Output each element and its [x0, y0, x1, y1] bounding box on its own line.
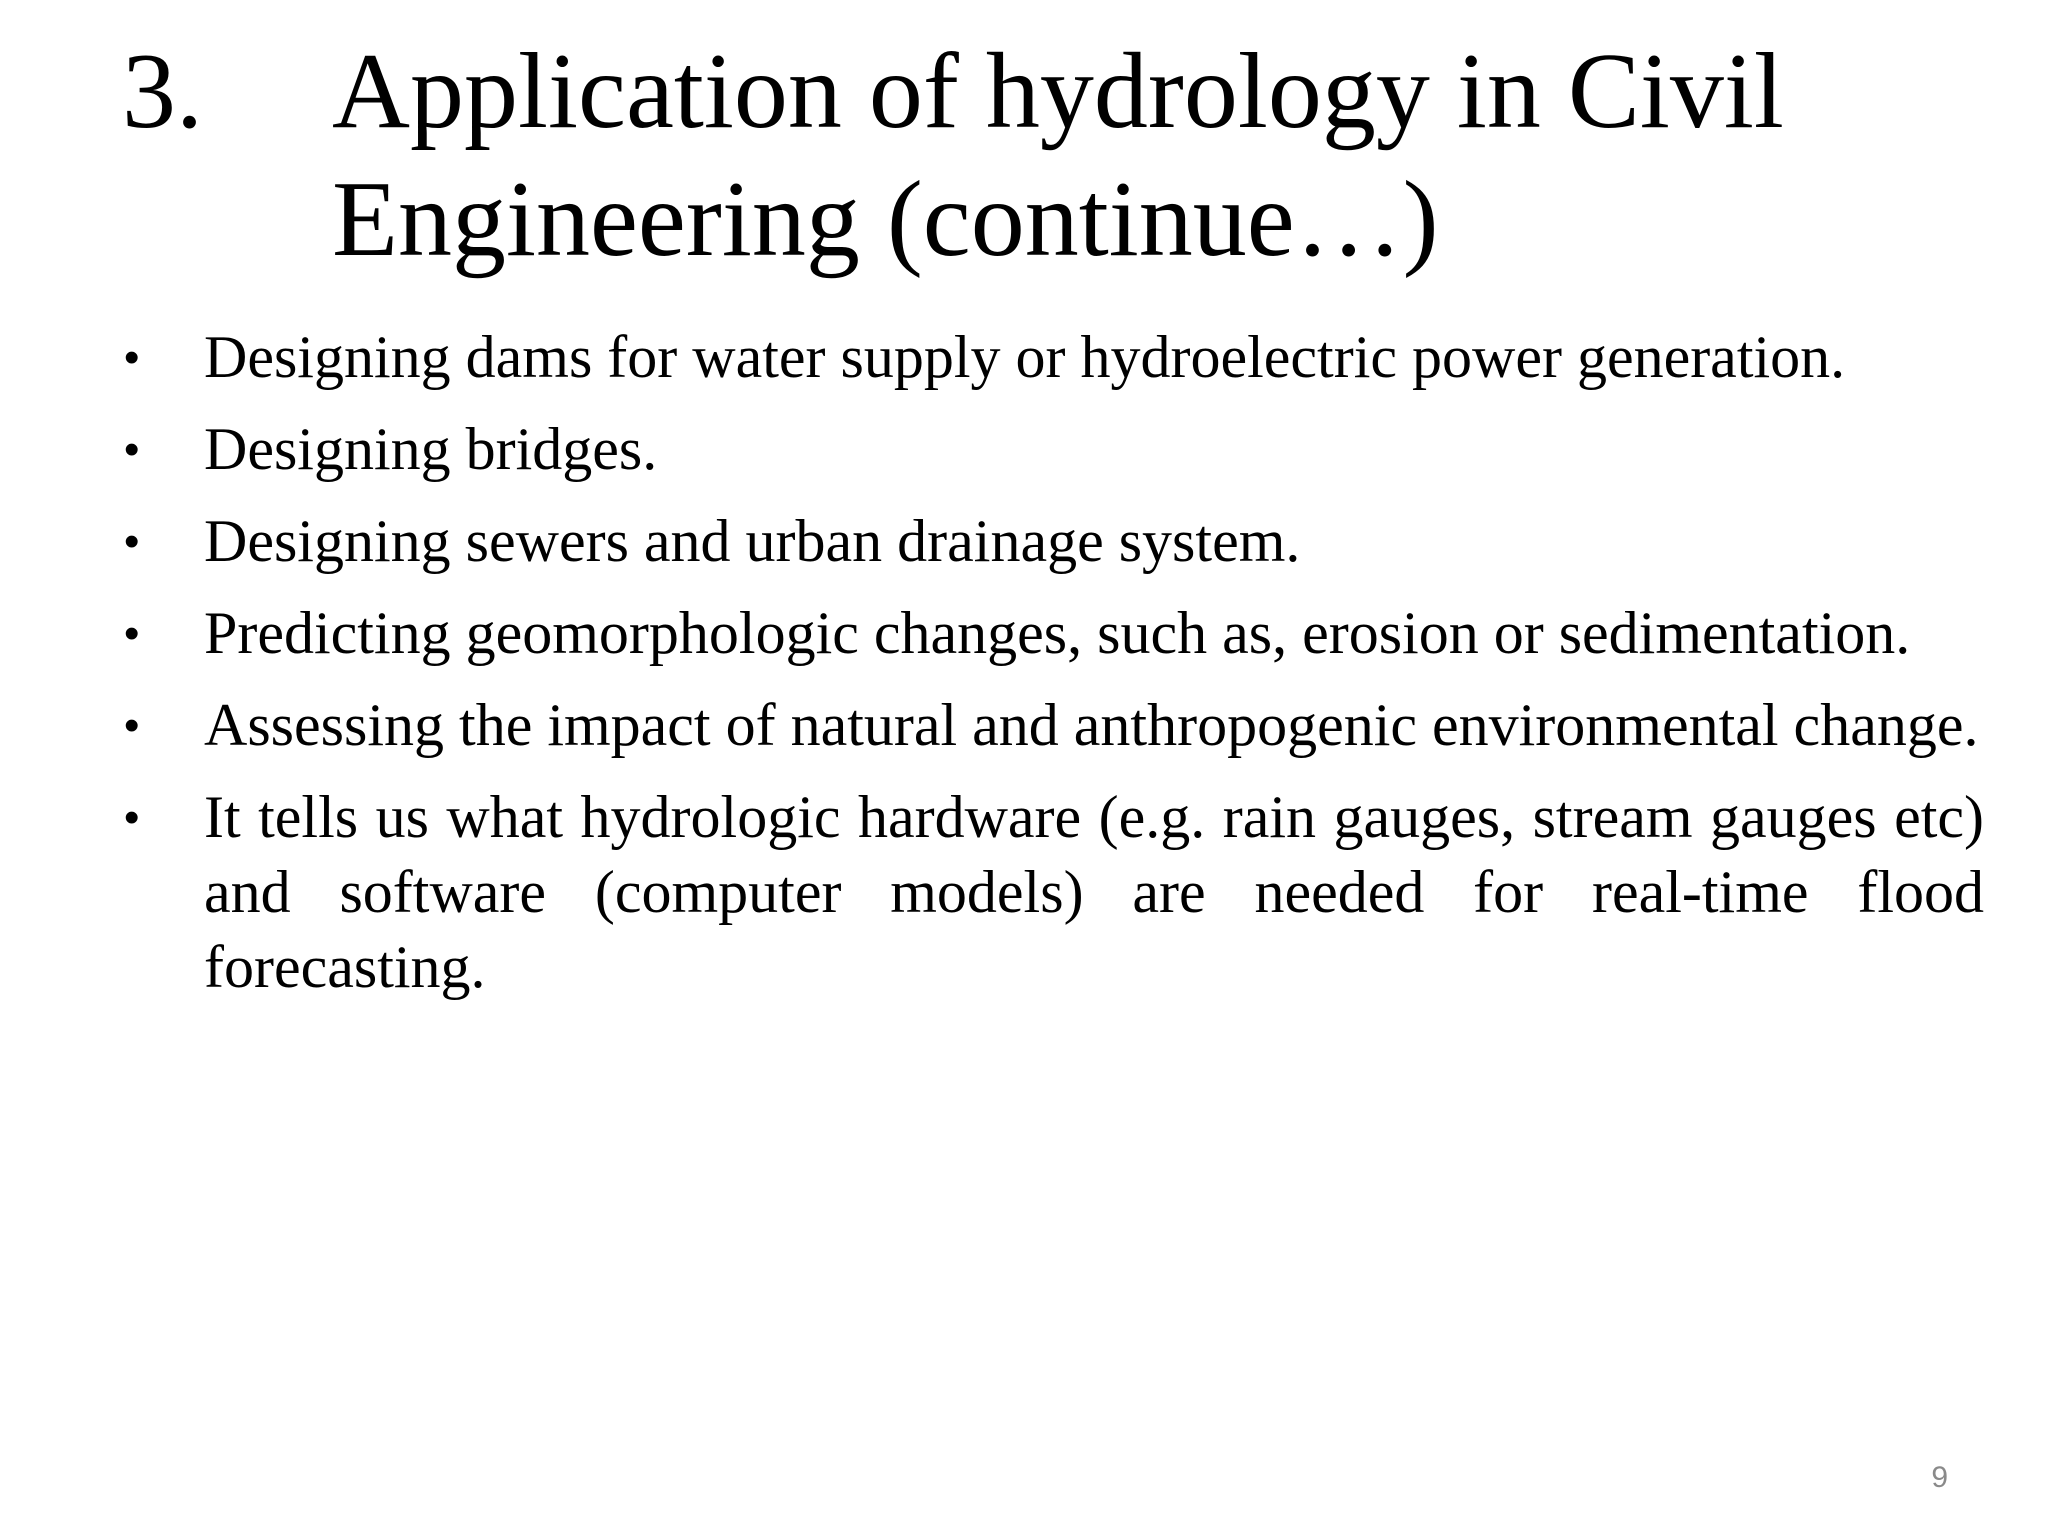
- bullet-text: Predicting geomorphologic changes, such as, erosion or sedimentation.: [204, 600, 1911, 666]
- bullet-marker: •: [124, 425, 140, 474]
- bullet-list: [122, 320, 1984, 1022]
- slide-title: [122, 28, 1922, 284]
- bullet-marker: •: [124, 517, 140, 566]
- bullet-marker: •: [124, 793, 140, 842]
- bullet-text: Assessing the impact of natural and anthropogenic environmental change.: [204, 692, 1979, 758]
- page-number: 9: [1931, 1461, 1948, 1494]
- bullet-item: [122, 412, 1984, 487]
- title-text: Application of hydrology in Civil Engineering (continue…): [332, 32, 1784, 279]
- bullet-text: Designing dams for water supply or hydroelectric power generation.: [204, 324, 1846, 390]
- bullet-item: [122, 320, 1984, 395]
- bullet-item: [122, 780, 1984, 1005]
- bullet-marker: •: [124, 701, 140, 750]
- bullet-text: It tells us what hydrologic hardware (e.g. rain gauges, stream gauges etc) and software (computer models) are needed for real-time flood forecasting.: [204, 784, 1984, 1000]
- bullet-text: Designing sewers and urban drainage system.: [204, 508, 1301, 574]
- bullet-item: [122, 596, 1984, 671]
- bullet-text: Designing bridges.: [204, 416, 658, 482]
- bullet-marker: •: [124, 333, 140, 382]
- bullet-item: [122, 504, 1984, 579]
- bullet-item: [122, 688, 1984, 763]
- bullet-marker: •: [124, 609, 140, 658]
- title-number: 3.: [122, 32, 203, 151]
